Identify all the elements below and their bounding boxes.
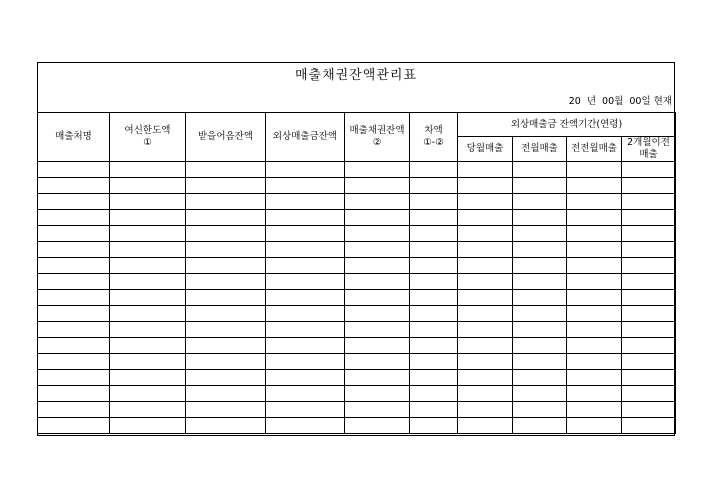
table-row xyxy=(38,274,676,290)
table-cell[interactable] xyxy=(345,274,410,290)
table-cell[interactable] xyxy=(567,370,622,386)
table-cell[interactable] xyxy=(110,306,186,322)
table-cell[interactable] xyxy=(38,418,110,434)
table-cell[interactable] xyxy=(345,258,410,274)
table-cell[interactable] xyxy=(567,322,622,338)
table-cell[interactable] xyxy=(567,274,622,290)
header-aging-prev2 xyxy=(567,137,622,162)
header-credit-limit xyxy=(110,113,186,162)
table-cell[interactable] xyxy=(345,386,410,402)
table-cell[interactable] xyxy=(110,386,186,402)
table-cell[interactable] xyxy=(513,338,567,354)
table-cell[interactable] xyxy=(345,402,410,418)
table-cell[interactable] xyxy=(458,354,513,370)
table-cell[interactable] xyxy=(513,178,567,194)
table-cell[interactable] xyxy=(186,354,266,370)
table-cell[interactable] xyxy=(186,178,266,194)
table-cell[interactable] xyxy=(622,162,676,178)
header-receivables-mark: ② xyxy=(372,137,382,148)
as-of-date: 20 년 00월 00일 현재 xyxy=(568,96,672,107)
table-cell[interactable] xyxy=(410,210,458,226)
table-cell[interactable] xyxy=(110,354,186,370)
table-cell[interactable] xyxy=(622,402,676,418)
table-cell[interactable] xyxy=(186,258,266,274)
table-cell[interactable] xyxy=(110,226,186,242)
table-cell[interactable] xyxy=(458,290,513,306)
table-cell[interactable] xyxy=(38,194,110,210)
header-customer-label: 매출처명 xyxy=(55,131,92,142)
table-cell[interactable] xyxy=(622,226,676,242)
table-cell[interactable] xyxy=(513,258,567,274)
header-ar-balance-label: 외상매출금잔액 xyxy=(272,131,338,142)
table-cell[interactable] xyxy=(266,242,345,258)
table-cell[interactable] xyxy=(266,354,345,370)
header-aging-group xyxy=(458,113,676,137)
header-notes-receivable xyxy=(186,113,266,162)
table-cell[interactable] xyxy=(458,418,513,434)
table-cell[interactable] xyxy=(110,178,186,194)
table-cell[interactable] xyxy=(410,418,458,434)
table-row xyxy=(38,210,676,226)
table-row xyxy=(38,258,676,274)
page-title: 매출채권잔액관리표 xyxy=(294,68,418,83)
table-cell[interactable] xyxy=(410,226,458,242)
table-cell[interactable] xyxy=(622,354,676,370)
table-body xyxy=(38,162,676,434)
table-cell[interactable] xyxy=(458,274,513,290)
table-cell[interactable] xyxy=(266,274,345,290)
table-cell[interactable] xyxy=(622,306,676,322)
table-row xyxy=(38,162,676,178)
table-cell[interactable] xyxy=(567,242,622,258)
table-cell[interactable] xyxy=(458,338,513,354)
table-cell[interactable] xyxy=(458,178,513,194)
table-cell[interactable] xyxy=(345,242,410,258)
table-cell[interactable] xyxy=(410,162,458,178)
table-cell[interactable] xyxy=(410,274,458,290)
header-aging-older-line2: 매출 xyxy=(639,149,658,160)
table-cell[interactable] xyxy=(110,210,186,226)
table-cell[interactable] xyxy=(567,338,622,354)
table-cell[interactable] xyxy=(110,338,186,354)
table-cell[interactable] xyxy=(266,178,345,194)
table-cell[interactable] xyxy=(567,290,622,306)
table-cell[interactable] xyxy=(622,274,676,290)
table-row xyxy=(38,402,676,418)
table-cell[interactable] xyxy=(186,242,266,258)
table-cell[interactable] xyxy=(186,402,266,418)
table-cell[interactable] xyxy=(567,402,622,418)
table-cell[interactable] xyxy=(345,370,410,386)
header-receivables-balance xyxy=(345,113,410,162)
table-cell[interactable] xyxy=(458,386,513,402)
table-cell[interactable] xyxy=(186,194,266,210)
table-cell[interactable] xyxy=(38,306,110,322)
table-cell[interactable] xyxy=(410,370,458,386)
table-cell[interactable] xyxy=(345,226,410,242)
header-aging-older xyxy=(622,137,676,162)
header-aging-current-label: 당월매출 xyxy=(466,143,504,154)
table-cell[interactable] xyxy=(186,162,266,178)
table-cell[interactable] xyxy=(266,370,345,386)
table-cell[interactable] xyxy=(345,306,410,322)
table-cell[interactable] xyxy=(458,162,513,178)
table-cell[interactable] xyxy=(458,322,513,338)
table-row xyxy=(38,242,676,258)
table-cell[interactable] xyxy=(513,162,567,178)
table-cell[interactable] xyxy=(110,242,186,258)
table-cell[interactable] xyxy=(513,402,567,418)
table-cell[interactable] xyxy=(186,226,266,242)
table-cell[interactable] xyxy=(567,306,622,322)
table-cell[interactable] xyxy=(186,306,266,322)
table-cell[interactable] xyxy=(622,258,676,274)
table-cell[interactable] xyxy=(38,178,110,194)
header-ar-balance xyxy=(266,113,345,162)
table-cell[interactable] xyxy=(567,162,622,178)
header-aging-group-label: 외상매출금 잔액기간(연령) xyxy=(510,118,623,130)
table-cell[interactable] xyxy=(458,258,513,274)
table-cell[interactable] xyxy=(458,242,513,258)
table-cell[interactable] xyxy=(622,322,676,338)
header-difference-formula: ①-② xyxy=(423,137,444,148)
table-cell[interactable] xyxy=(266,338,345,354)
table-cell[interactable] xyxy=(567,386,622,402)
receivables-table xyxy=(37,112,676,434)
table-cell[interactable] xyxy=(458,226,513,242)
table-cell[interactable] xyxy=(186,370,266,386)
header-credit-limit-label: 여신한도액 xyxy=(124,125,171,136)
table-cell[interactable] xyxy=(513,306,567,322)
table-cell[interactable] xyxy=(513,210,567,226)
table-cell[interactable] xyxy=(186,338,266,354)
table-cell[interactable] xyxy=(513,242,567,258)
table-cell[interactable] xyxy=(266,306,345,322)
table-row xyxy=(38,322,676,338)
header-credit-limit-mark: ① xyxy=(143,137,152,148)
table-cell[interactable] xyxy=(622,210,676,226)
table-cell[interactable] xyxy=(38,290,110,306)
table-cell[interactable] xyxy=(345,322,410,338)
header-difference xyxy=(410,113,458,162)
table-cell[interactable] xyxy=(345,194,410,210)
table-cell[interactable] xyxy=(345,290,410,306)
table-cell[interactable] xyxy=(567,178,622,194)
table-cell[interactable] xyxy=(110,322,186,338)
table-cell[interactable] xyxy=(567,210,622,226)
table-cell[interactable] xyxy=(110,274,186,290)
table-cell[interactable] xyxy=(38,274,110,290)
table-cell[interactable] xyxy=(567,258,622,274)
table-row xyxy=(38,290,676,306)
table-cell[interactable] xyxy=(266,210,345,226)
table-cell[interactable] xyxy=(38,162,110,178)
header-notes-receivable-label: 받을어음잔액 xyxy=(197,131,254,142)
header-aging-older-line1: 2개월이전 xyxy=(627,137,670,148)
table-cell[interactable] xyxy=(110,290,186,306)
table-row xyxy=(38,418,676,434)
header-aging-current xyxy=(458,137,513,162)
table-cell[interactable] xyxy=(458,370,513,386)
table-cell[interactable] xyxy=(38,386,110,402)
table-cell[interactable] xyxy=(186,386,266,402)
table-cell[interactable] xyxy=(266,226,345,242)
table-cell[interactable] xyxy=(513,226,567,242)
table-cell[interactable] xyxy=(266,418,345,434)
table-cell[interactable] xyxy=(458,402,513,418)
table-cell[interactable] xyxy=(622,194,676,210)
table-row xyxy=(38,306,676,322)
table-cell[interactable] xyxy=(513,370,567,386)
table-cell[interactable] xyxy=(567,226,622,242)
header-aging-prev-label: 전월매출 xyxy=(521,143,558,154)
table-row xyxy=(38,386,676,402)
table-cell[interactable] xyxy=(410,402,458,418)
table-cell[interactable] xyxy=(622,418,676,434)
table-cell[interactable] xyxy=(110,402,186,418)
table-cell[interactable] xyxy=(38,322,110,338)
table-cell[interactable] xyxy=(410,178,458,194)
table-cell[interactable] xyxy=(110,258,186,274)
table-cell[interactable] xyxy=(622,290,676,306)
table-cell[interactable] xyxy=(110,162,186,178)
table-cell[interactable] xyxy=(622,386,676,402)
table-cell[interactable] xyxy=(458,210,513,226)
table-cell[interactable] xyxy=(186,210,266,226)
table-row xyxy=(38,338,676,354)
table-cell[interactable] xyxy=(38,402,110,418)
table-cell[interactable] xyxy=(410,194,458,210)
table-cell[interactable] xyxy=(38,242,110,258)
header-aging-prev2-label: 전전월매출 xyxy=(571,143,617,154)
table-row xyxy=(38,226,676,242)
table-cell[interactable] xyxy=(266,194,345,210)
table-cell[interactable] xyxy=(622,370,676,386)
table-cell[interactable] xyxy=(513,194,567,210)
table-cell[interactable] xyxy=(567,418,622,434)
table-cell[interactable] xyxy=(345,178,410,194)
table-cell[interactable] xyxy=(186,322,266,338)
table-cell[interactable] xyxy=(458,194,513,210)
table-cell[interactable] xyxy=(410,322,458,338)
table-cell[interactable] xyxy=(622,242,676,258)
header-difference-label: 차액 xyxy=(424,125,443,136)
table-cell[interactable] xyxy=(345,418,410,434)
table-cell[interactable] xyxy=(622,338,676,354)
table-cell[interactable] xyxy=(110,194,186,210)
table-cell[interactable] xyxy=(186,290,266,306)
ledger-sheet xyxy=(37,62,675,436)
table-cell[interactable] xyxy=(266,386,345,402)
table-cell[interactable] xyxy=(345,210,410,226)
table-cell[interactable] xyxy=(38,210,110,226)
table-cell[interactable] xyxy=(38,370,110,386)
table-cell[interactable] xyxy=(410,338,458,354)
table-cell[interactable] xyxy=(410,290,458,306)
table-cell[interactable] xyxy=(38,354,110,370)
table-cell[interactable] xyxy=(110,370,186,386)
table-cell[interactable] xyxy=(410,306,458,322)
table-cell[interactable] xyxy=(266,322,345,338)
table-row xyxy=(38,178,676,194)
table-cell[interactable] xyxy=(410,258,458,274)
header-aging-prev xyxy=(513,137,567,162)
table-cell[interactable] xyxy=(266,258,345,274)
table-cell[interactable] xyxy=(110,418,186,434)
table-cell[interactable] xyxy=(513,290,567,306)
table-cell[interactable] xyxy=(266,290,345,306)
table-cell[interactable] xyxy=(513,386,567,402)
table-cell[interactable] xyxy=(513,354,567,370)
header-customer xyxy=(38,113,110,162)
table-row xyxy=(38,370,676,386)
table-row xyxy=(38,354,676,370)
table-cell[interactable] xyxy=(266,162,345,178)
table-cell[interactable] xyxy=(38,338,110,354)
table-cell[interactable] xyxy=(513,418,567,434)
header-receivables-label: 매출채권잔액 xyxy=(349,125,405,136)
table-cell[interactable] xyxy=(622,178,676,194)
table-row xyxy=(38,194,676,210)
table-cell[interactable] xyxy=(410,354,458,370)
table-cell[interactable] xyxy=(345,354,410,370)
table-cell[interactable] xyxy=(410,386,458,402)
table-cell[interactable] xyxy=(186,274,266,290)
table-cell[interactable] xyxy=(513,274,567,290)
table-cell[interactable] xyxy=(567,194,622,210)
table-cell[interactable] xyxy=(266,402,345,418)
table-cell[interactable] xyxy=(38,226,110,242)
table-cell[interactable] xyxy=(410,242,458,258)
table-cell[interactable] xyxy=(345,162,410,178)
table-cell[interactable] xyxy=(186,418,266,434)
table-cell[interactable] xyxy=(567,354,622,370)
table-cell[interactable] xyxy=(345,338,410,354)
table-cell[interactable] xyxy=(458,306,513,322)
table-cell[interactable] xyxy=(513,322,567,338)
table-cell[interactable] xyxy=(38,258,110,274)
